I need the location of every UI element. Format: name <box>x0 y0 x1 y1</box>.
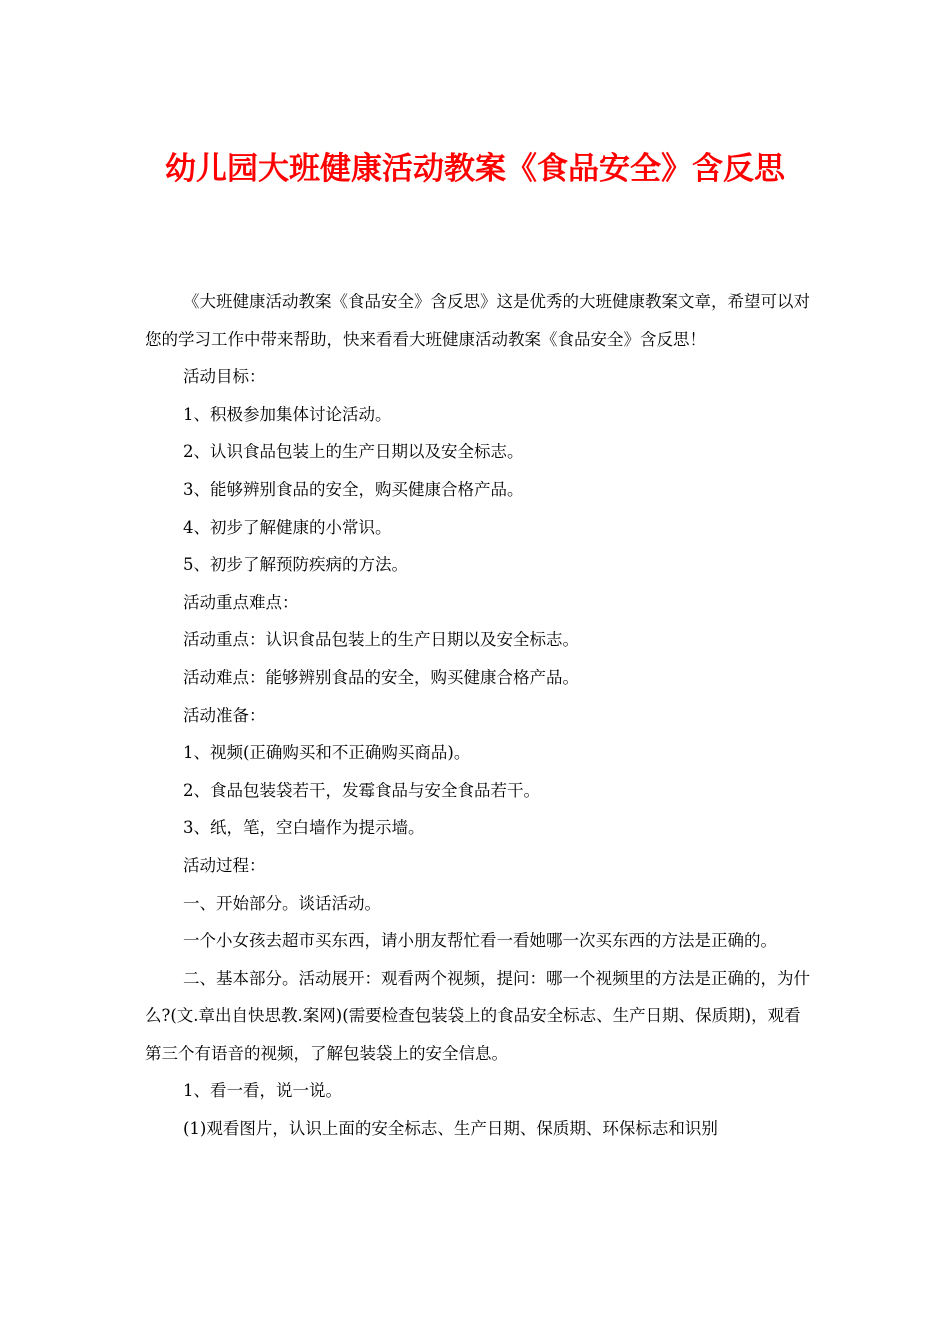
process-paragraph: 二、基本部分。活动展开：观看两个视频，提问：哪一个视频里的方法是正确的，为什么?(文.章出自快思教.案网)(需要检查包装袋上的食品安全标志、生产日期、保质期)，观看第三个有语音的视频，了解包装袋上的安全信息。 <box>145 968 810 1063</box>
key-point-item: 活动重点：认识食品包装上的生产日期以及安全标志。 <box>183 630 579 650</box>
intro-paragraph: 《大班健康活动教案《食品安全》含反思》这是优秀的大班健康教案文章，希望可以对您的学习工作中带来帮助，快来看看大班健康活动教案《食品安全》含反思！ <box>145 292 810 349</box>
preparation-item: 1、视频(正确购买和不正确购买商品)。 <box>183 743 471 763</box>
preparation-item: 3、纸，笔，空白墙作为提示墙。 <box>183 818 425 838</box>
process-paragraph: 一个小女孩去超市买东西，请小朋友帮忙看一看她哪一次买东西的方法是正确的。 <box>183 931 777 951</box>
process-step-heading: 一、开始部分。谈话活动。 <box>183 893 381 913</box>
document-body <box>145 283 810 1148</box>
preparation-item: 2、食品包装袋若干，发霉食品与安全食品若干。 <box>183 780 540 800</box>
difficulty-item: 活动难点：能够辨别食品的安全，购买健康合格产品。 <box>183 667 579 687</box>
section-heading-objectives: 活动目标： <box>183 367 266 387</box>
section-heading-key-points: 活动重点难点： <box>183 592 299 612</box>
section-heading-process: 活动过程： <box>183 855 266 875</box>
document-title: 幼儿园大班健康活动教案《食品安全》含反思 <box>165 151 785 187</box>
process-paragraph: (1)观看图片，认识上面的安全标志、生产日期、保质期、环保标志和识别 <box>183 1119 718 1139</box>
objective-item: 2、认识食品包装上的生产日期以及安全标志。 <box>183 442 524 462</box>
section-heading-preparation: 活动准备： <box>183 705 266 725</box>
objective-item: 1、积极参加集体讨论活动。 <box>183 404 392 424</box>
objective-item: 5、初步了解预防疾病的方法。 <box>183 555 408 575</box>
objective-item: 4、初步了解健康的小常识。 <box>183 517 392 537</box>
objective-item: 3、能够辨别食品的安全，购买健康合格产品。 <box>183 479 524 499</box>
process-subheading: 1、看一看，说一说。 <box>183 1081 342 1101</box>
